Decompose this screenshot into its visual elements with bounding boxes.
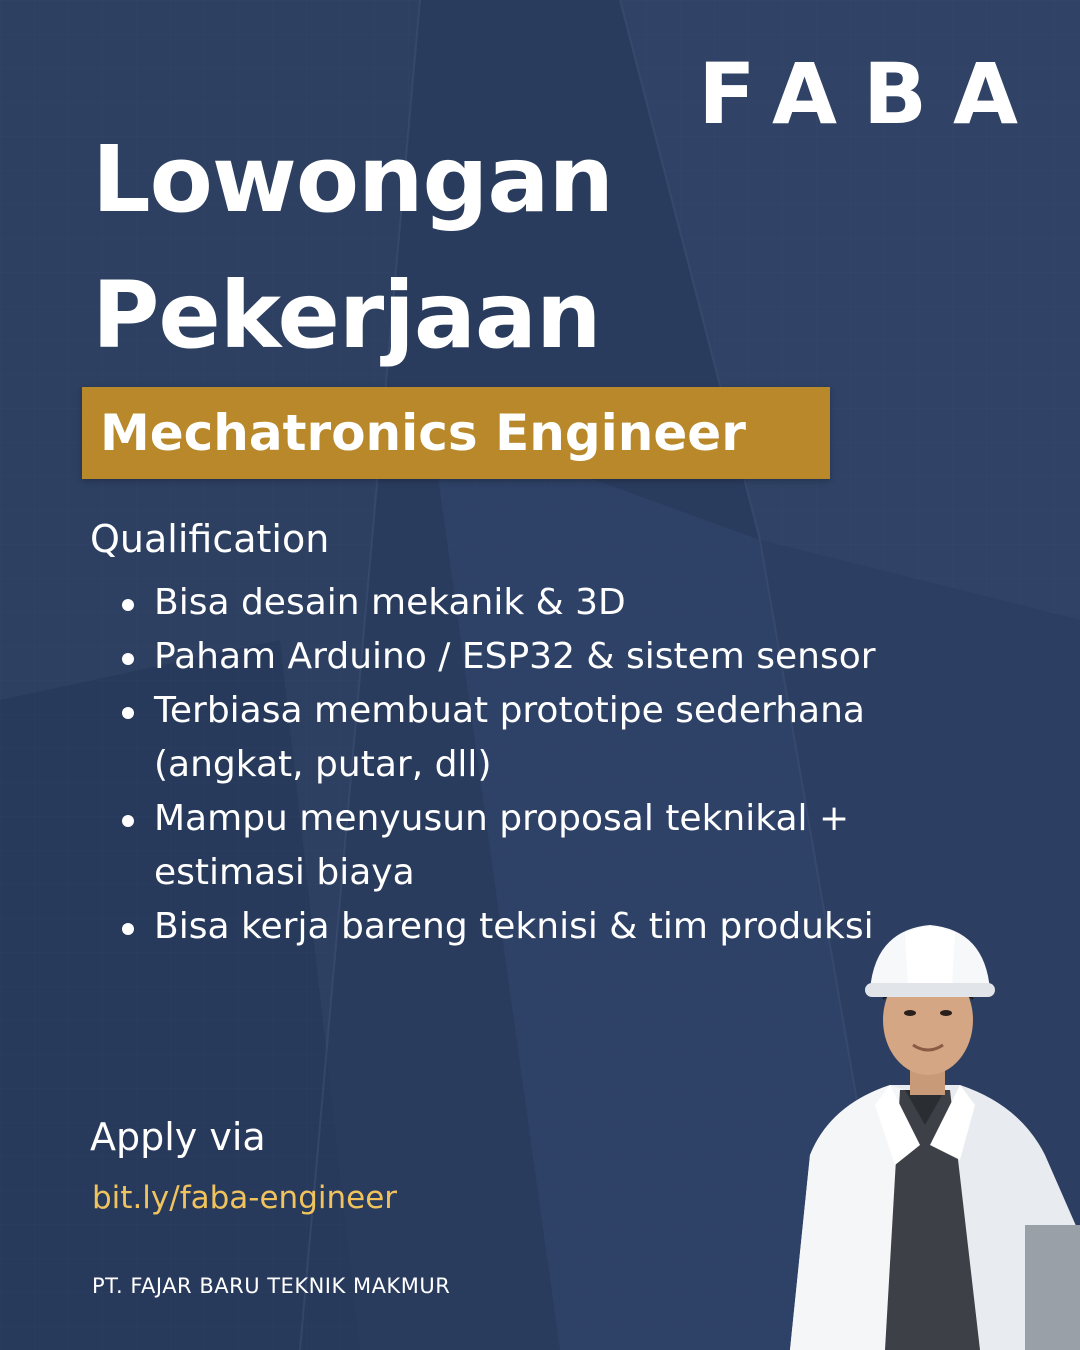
qualification-heading: Qualification [90,517,330,561]
company-name: PT. FAJAR BARU TEKNIK MAKMUR [92,1274,451,1298]
qualification-item: Bisa desain mekanik & 3D [120,576,900,630]
headline-line-1: Lowongan [92,126,613,233]
job-title: Mechatronics Engineer [100,404,746,462]
brand-logo: FABA [698,45,1044,143]
apply-link[interactable]: bit.ly/faba-engineer [92,1180,398,1216]
job-title-badge [82,387,830,479]
apply-heading: Apply via [90,1115,266,1159]
qualification-item: Paham Arduino / ESP32 & sistem sensor [120,630,900,684]
headline-line-2: Pekerjaan [92,262,601,369]
qualification-item: Mampu menyusun proposal teknikal + estimasi biaya [120,792,900,900]
engineer-photo [770,905,1080,1350]
qualification-item: Terbiasa membuat prototipe sederhana (angkat, putar, dll) [120,684,900,792]
qualification-item: Bisa kerja bareng teknisi & tim produksi [120,900,900,954]
headline [92,112,613,384]
qualification-list [120,576,900,954]
